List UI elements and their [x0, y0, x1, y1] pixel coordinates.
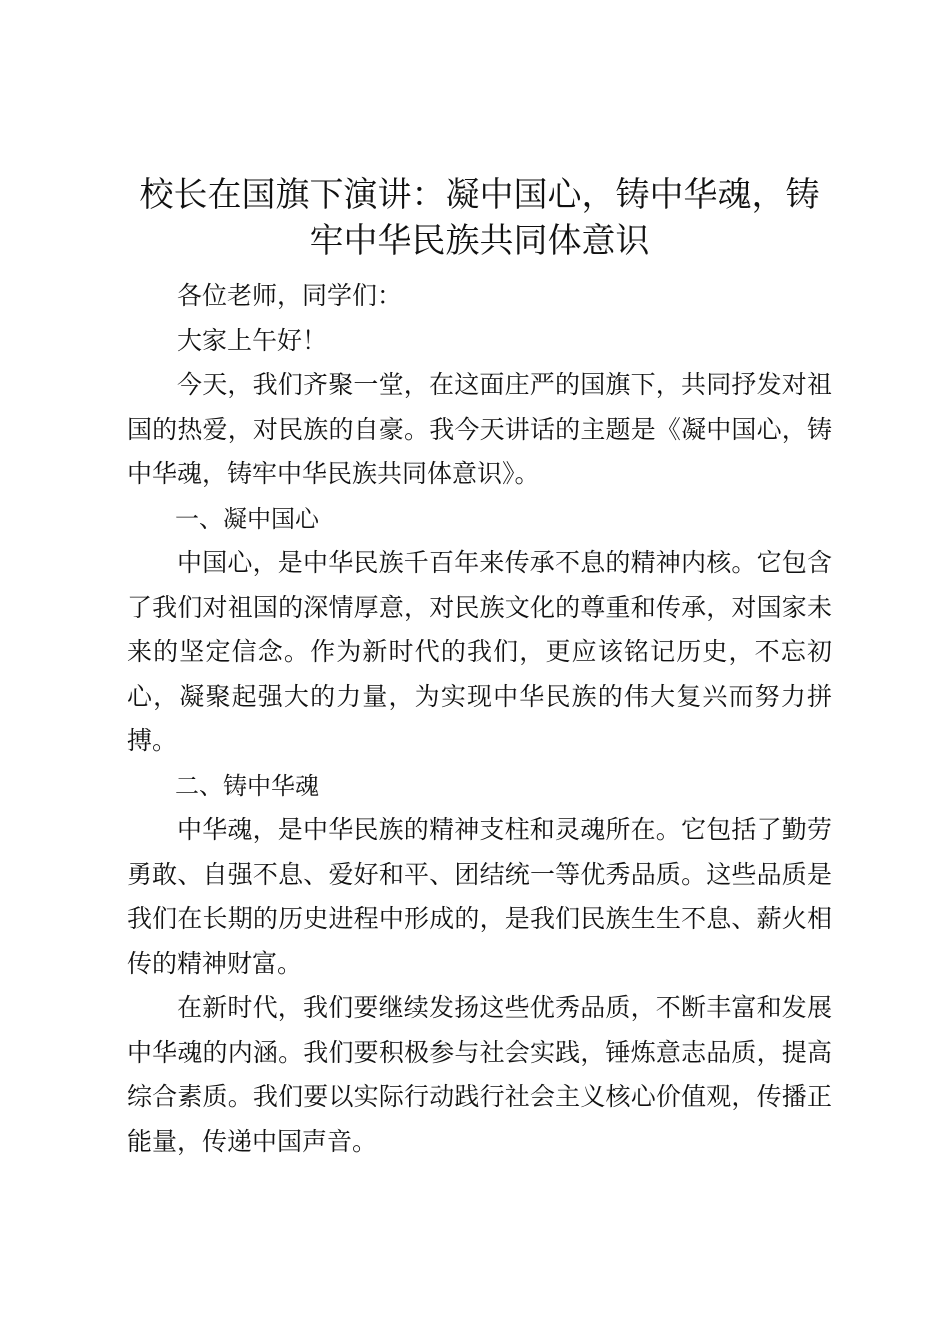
intro-paragraph: 今天，我们齐聚一堂，在这面庄严的国旗下，共同抒发对祖国的热爱，对民族的自豪。我今天讲话的主题是《凝中国心，铸中华魂，铸牢中华民族共同体意识》。 [127, 370, 832, 488]
document-title: 校长在国旗下演讲：凝中国心，铸中华魂，铸牢中华民族共同体意识 [139, 175, 820, 261]
section2-paragraph-1: 中华魂，是中华民族的精神支柱和灵魂所在。它包括了勤劳勇敢、自强不息、爱好和平、团结统一等优秀品质。这些品质是我们在长期的历史进程中形成的，是我们民族生生不息、薪火相传的精神财富。 [127, 815, 832, 978]
section2-paragraph-2: 在新时代，我们要继续发扬这些优秀品质，不断丰富和发展中华魂的内涵。我们要积极参与社会实践，锤炼意志品质，提高综合素质。我们要以实际行动践行社会主义核心价值观，传播正能量，传递中国声音。 [127, 993, 832, 1156]
document-page [127, 172, 832, 1164]
salutation: 各位老师，同学们： [177, 281, 403, 310]
section1-paragraph: 中国心，是中华民族千百年来传承不息的精神内核。它包含了我们对祖国的深情厚意，对民族文化的尊重和传承，对国家未来的坚定信念。作为新时代的我们，更应该铭记历史，不忘初心，凝聚起强大的力量，为实现中华民族的伟大复兴而努力拼搏。 [127, 548, 832, 755]
greeting: 大家上午好！ [177, 325, 328, 355]
section-heading-1: 一、凝中国心 [175, 504, 319, 533]
section-heading-2: 二、铸中华魂 [175, 771, 319, 800]
